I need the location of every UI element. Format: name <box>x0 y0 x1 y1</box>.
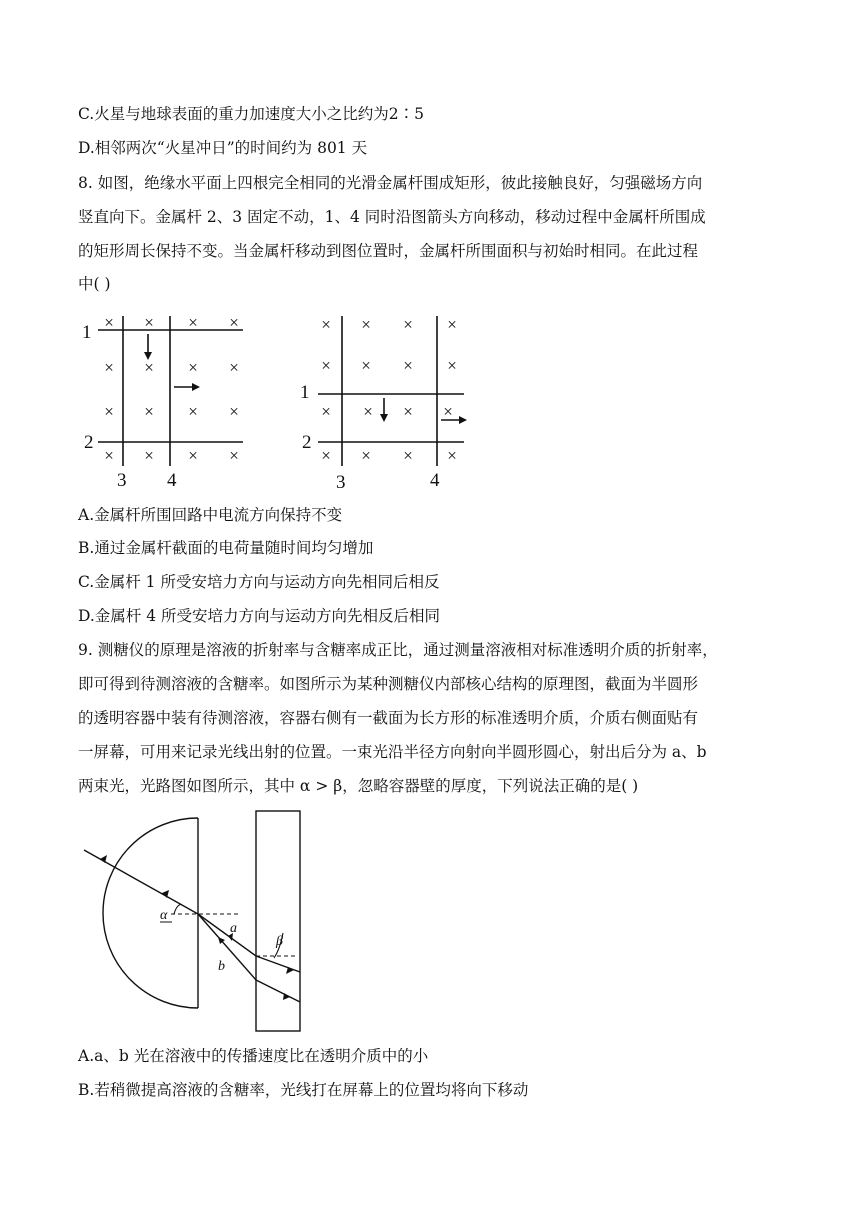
cross-mark: × <box>447 315 457 334</box>
cross-mark: × <box>361 446 371 465</box>
q9-stem-line-2: 即可得到待测溶液的含糖率。如图所示为某种测糖仪内部核心结构的原理图，截面为半圆形 <box>78 675 699 693</box>
q8-option-d: D.金属杆 4 所受安培力方向与运动方向先相反后相同 <box>78 607 441 625</box>
cross-mark: × <box>144 402 154 421</box>
cross-mark: × <box>104 446 114 465</box>
cross-mark: × <box>321 356 331 375</box>
q9-stem-line-4: 一屏幕，可用来记录光线出射的位置。一束光沿半径方向射向半圆形圆心，射出后分为 a、b <box>78 743 707 761</box>
cross-mark: × <box>188 313 198 332</box>
cross-mark: × <box>403 402 413 421</box>
cross-mark: × <box>321 402 331 421</box>
cross-mark: × <box>363 402 373 421</box>
q7-option-d: D.相邻两次“火星冲日”的时间约为 801 天 <box>78 139 368 157</box>
label-rod-2: 2 <box>84 432 94 453</box>
label-rod-4: 4 <box>430 470 440 491</box>
cross-mark: × <box>403 315 413 334</box>
q8-option-c: C.金属杆 1 所受安培力方向与运动方向先相同后相反 <box>78 573 440 591</box>
cross-mark: × <box>447 446 457 465</box>
q8-stem-line-3: 的矩形周长保持不变。当金属杆移动到图位置时，金属杆所围面积与初始时相同。在此过程 <box>78 242 699 260</box>
cross-mark: × <box>104 402 114 421</box>
ray-a-in-gap <box>198 914 256 956</box>
label-rod-2: 2 <box>302 432 312 453</box>
cross-mark: × <box>144 446 154 465</box>
angle-alpha-arc <box>174 904 181 914</box>
cross-mark: × <box>229 358 239 377</box>
label-rod-3: 3 <box>117 470 127 491</box>
q9-option-a: A.a、b 光在溶液中的传播速度比在透明介质中的小 <box>78 1047 429 1065</box>
q8-stem-line-2: 竖直向下。金属杆 2、3 固定不动，1、4 同时沿图箭头方向移动，移动过程中金属杆所围成 <box>78 208 706 226</box>
label-rod-1: 1 <box>82 322 92 343</box>
cross-mark: × <box>229 402 239 421</box>
cross-mark: × <box>144 313 154 332</box>
cross-mark: × <box>361 356 371 375</box>
label-ray-a: a <box>230 921 237 936</box>
cross-mark: × <box>447 356 457 375</box>
cross-mark: × <box>104 358 114 377</box>
label-rod-3: 3 <box>336 472 346 493</box>
label-beta: β <box>276 934 283 949</box>
cross-mark: × <box>229 313 239 332</box>
arrow-head <box>283 993 290 1000</box>
cross-mark: × <box>321 446 331 465</box>
q9-stem-line-1: 9. 测糖仪的原理是溶液的折射率与含糖率成正比，通过测量溶液相对标准透明介质的折射率， <box>78 641 718 659</box>
cross-mark: × <box>403 356 413 375</box>
q8-figure-moved <box>296 308 476 498</box>
cross-mark: × <box>188 402 198 421</box>
label-rod-1: 1 <box>300 382 310 403</box>
q9-stem-line-3: 的透明容器中装有待测溶液，容器右侧有一截面为长方形的标准透明介质，介质右侧面贴有 <box>78 709 699 727</box>
cross-mark: × <box>229 446 239 465</box>
q8-stem-line-1: 8. 如图，绝缘水平面上四根完全相同的光滑金属杆围成矩形，彼此接触良好，匀强磁场方向 <box>78 174 703 192</box>
cross-mark: × <box>361 315 371 334</box>
ray-a-in-medium <box>256 956 300 972</box>
ray-b-in-medium <box>256 980 300 1002</box>
q9-option-b: B.若稍微提高溶液的含糖率，光线打在屏幕上的位置均将向下移动 <box>78 1081 529 1099</box>
cross-mark: × <box>104 313 114 332</box>
q9-stem-line-5: 两束光，光路图如图所示，其中 α > β，忽略容器壁的厚度，下列说法正确的是( ) <box>78 777 639 795</box>
q8-figure-initial <box>78 308 258 498</box>
semicircle-container <box>103 818 198 1008</box>
q8-option-b: B.通过金属杆截面的电荷量随时间均匀增加 <box>78 539 374 557</box>
cross-mark: × <box>403 446 413 465</box>
label-ray-b: b <box>218 959 225 974</box>
q9-optics-figure <box>76 808 316 1038</box>
cross-mark: × <box>188 358 198 377</box>
q8-stem-line-4: 中( ) <box>78 275 111 293</box>
q8-option-a: A.金属杆所围回路中电流方向保持不变 <box>78 506 343 524</box>
label-rod-4: 4 <box>167 470 177 491</box>
label-alpha: α <box>160 908 168 923</box>
ray-b-in-gap <box>198 914 256 980</box>
cross-mark: × <box>443 402 453 421</box>
cross-mark: × <box>321 315 331 334</box>
cross-mark: × <box>188 446 198 465</box>
cross-mark: × <box>144 358 154 377</box>
q7-option-c: C.火星与地球表面的重力加速度大小之比约为2∶5 <box>78 105 424 123</box>
